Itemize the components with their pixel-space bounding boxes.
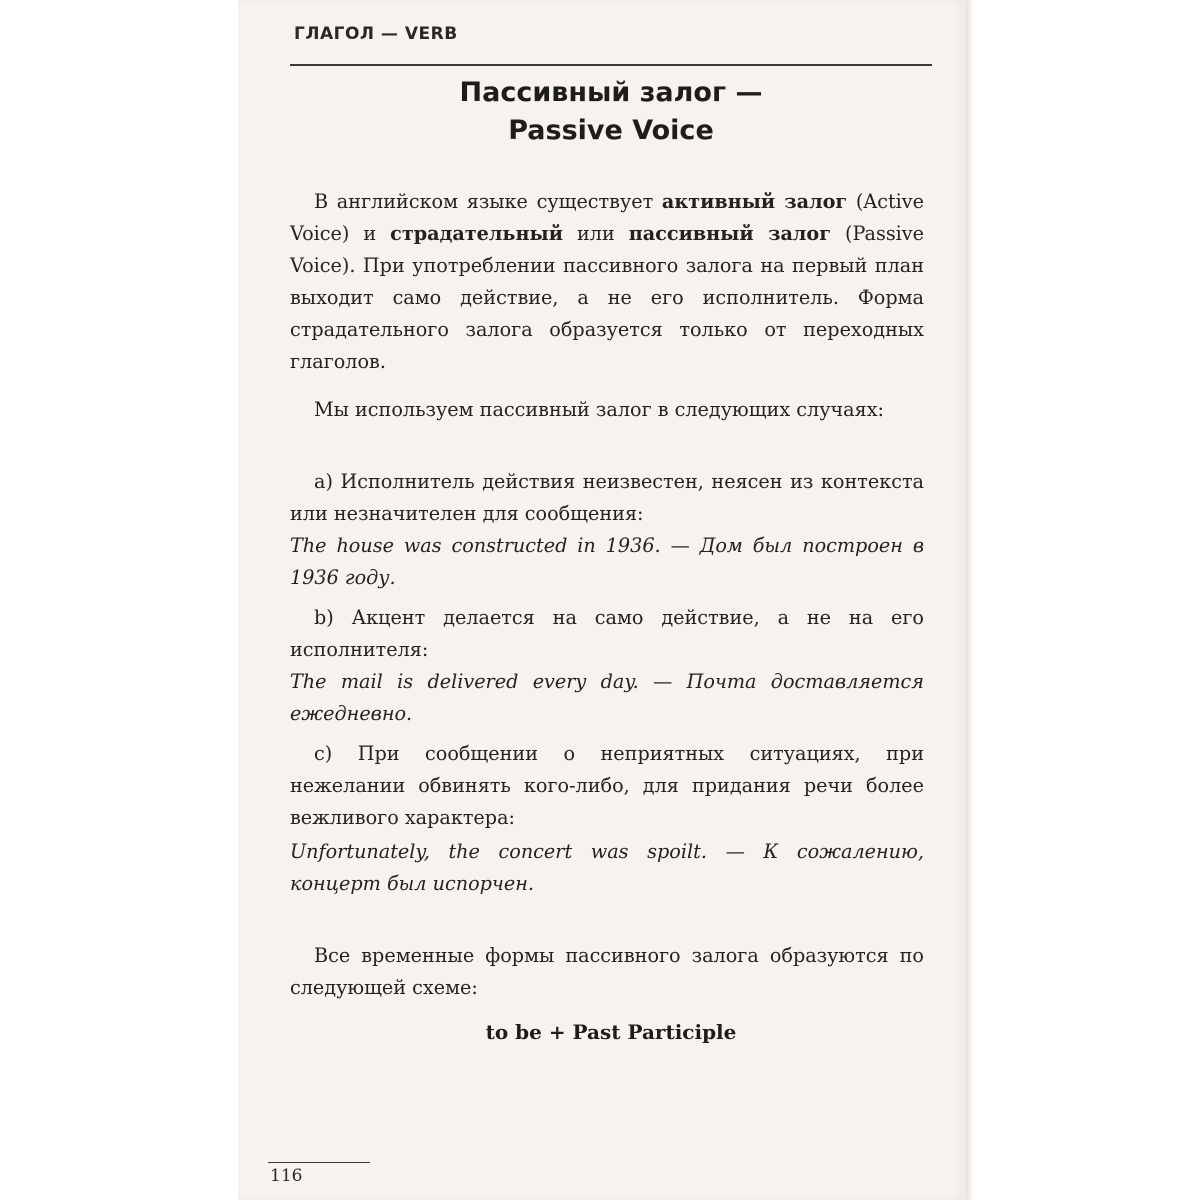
- intro-text-1: В английском языке существует: [314, 190, 662, 213]
- case-a-text: a) Исполнитель действия неизвестен, неясен из контекста или незначителен для сообщения:: [290, 470, 924, 525]
- page-edge: [966, 0, 974, 1200]
- uses-intro-paragraph: Мы используем пассивный залог в следующих случаях:: [314, 398, 885, 421]
- page-number: 116: [270, 1166, 303, 1186]
- running-head: ГЛАГОЛ — VERB: [294, 24, 458, 44]
- intro-bold-strad: страдательный: [390, 222, 563, 245]
- case-b-text: b) Акцент делается на само действие, а не на его исполнителя:: [290, 606, 924, 661]
- header-rule: [290, 64, 932, 66]
- passive-formula: to be + Past Participle: [485, 1020, 737, 1044]
- intro-text-4: (Passive Voice). При употреблении пассивного залога на первый план выходит само действие, а не его исполнитель. Форма страдательного залога образуется только от переходных глаголов.: [290, 222, 924, 373]
- intro-bold-active: активный залог: [661, 190, 848, 213]
- intro-paragraph: [290, 186, 924, 378]
- case-c-text: c) При сообщении о неприятных ситуациях, при нежелании обвинять кого-либо, для придания речи более вежливого характера:: [290, 742, 924, 829]
- intro-bold-passive: пассивный залог: [628, 222, 831, 245]
- case-a-example: The house was constructed in 1936. — Дом был построен в 1936 году.: [290, 534, 924, 589]
- case-c-example: Unfortunately, the concert was spoilt. — К сожалению, концерт был испорчен.: [290, 840, 924, 895]
- case-b-example: The mail is delivered every day. — Почта доставляется ежедневно.: [290, 670, 924, 725]
- title-line-2: Passive Voice: [508, 115, 714, 146]
- intro-text-3: или: [562, 222, 629, 245]
- scheme-intro-paragraph: Все временные формы пассивного залога образуются по следующей схеме:: [290, 944, 924, 999]
- title-line-1: Пассивный залог —: [459, 77, 763, 108]
- footer-rule: [268, 1162, 370, 1163]
- intro-text-2: (Active Voice) и: [290, 190, 924, 245]
